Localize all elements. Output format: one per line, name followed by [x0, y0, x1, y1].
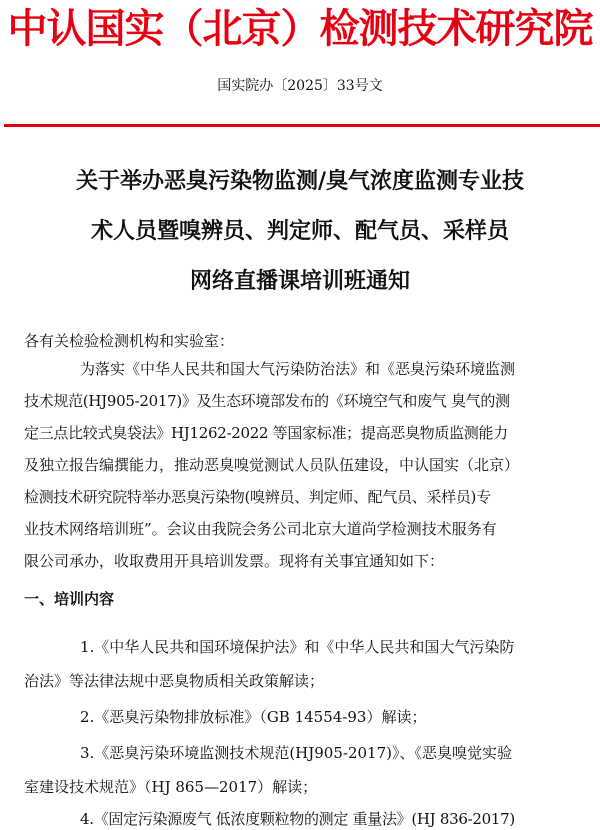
intro-paragraph-line: 业技术网络培训班”。会议由我院会务公司北京大道尚学检测技术服务有	[24, 520, 497, 538]
red-divider-line	[4, 124, 600, 127]
intro-paragraph-line: 技术规范(HJ905-2017)》及生态环境部发布的《环境空气和废气 臭气的测	[24, 392, 510, 410]
list-item: 2.《恶臭污染物排放标准》（GB 14554-93）解读；	[80, 708, 427, 726]
list-item: 1.《中华人民共和国环境保护法》和《中华人民共和国大气污染防	[80, 638, 515, 656]
notice-title-line-3: 网络直播课培训班通知	[189, 268, 410, 294]
list-item: 4.《固定污染源废气 低浓度颗粒物的测定 重量法》(HJ 836-2017)	[80, 810, 515, 828]
list-item: 室建设技术规范》（HJ 865—2017）解读；	[24, 778, 318, 796]
issuing-organization-name: 中认国实（北京）检测技术研究院	[7, 5, 593, 52]
document-number: 国实院办〔2025〕33号文	[217, 78, 383, 94]
notice-title-line-1: 关于举办恶臭污染物监测/臭气浓度监测专业技	[75, 168, 525, 194]
section-heading-training-content: 一、培训内容	[24, 590, 115, 608]
intro-paragraph-line: 定三点比较式臭袋法》HJ1262-2022 等国家标准；提高恶臭物质监测能力	[24, 424, 508, 442]
intro-paragraph-line: 为落实《中华人民共和国大气污染防治法》和《恶臭污染环境监测	[80, 360, 516, 378]
salutation: 各有关检验检测机构和实验室：	[24, 332, 235, 350]
list-item: 3.《恶臭污染环境监测技术规范(HJ905-2017)》、《恶臭嗅觉实验	[80, 744, 512, 762]
notice-title-line-2: 术人员暨嗅辨员、判定师、配气员、采样员	[90, 218, 509, 244]
intro-paragraph-line: 限公司承办，收取费用开具培训发票。现将有关事宜通知如下：	[24, 552, 445, 570]
list-item: 治法》等法律法规中恶臭物质相关政策解读；	[24, 672, 325, 690]
intro-paragraph-line: 及独立报告编撰能力，推动恶臭嗅觉测试人员队伍建设，中认国实（北京）	[24, 456, 520, 474]
intro-paragraph-line: 检测技术研究院特举办恶臭污染物(嗅辨员、判定师、配气员、采样员)专	[24, 488, 491, 506]
